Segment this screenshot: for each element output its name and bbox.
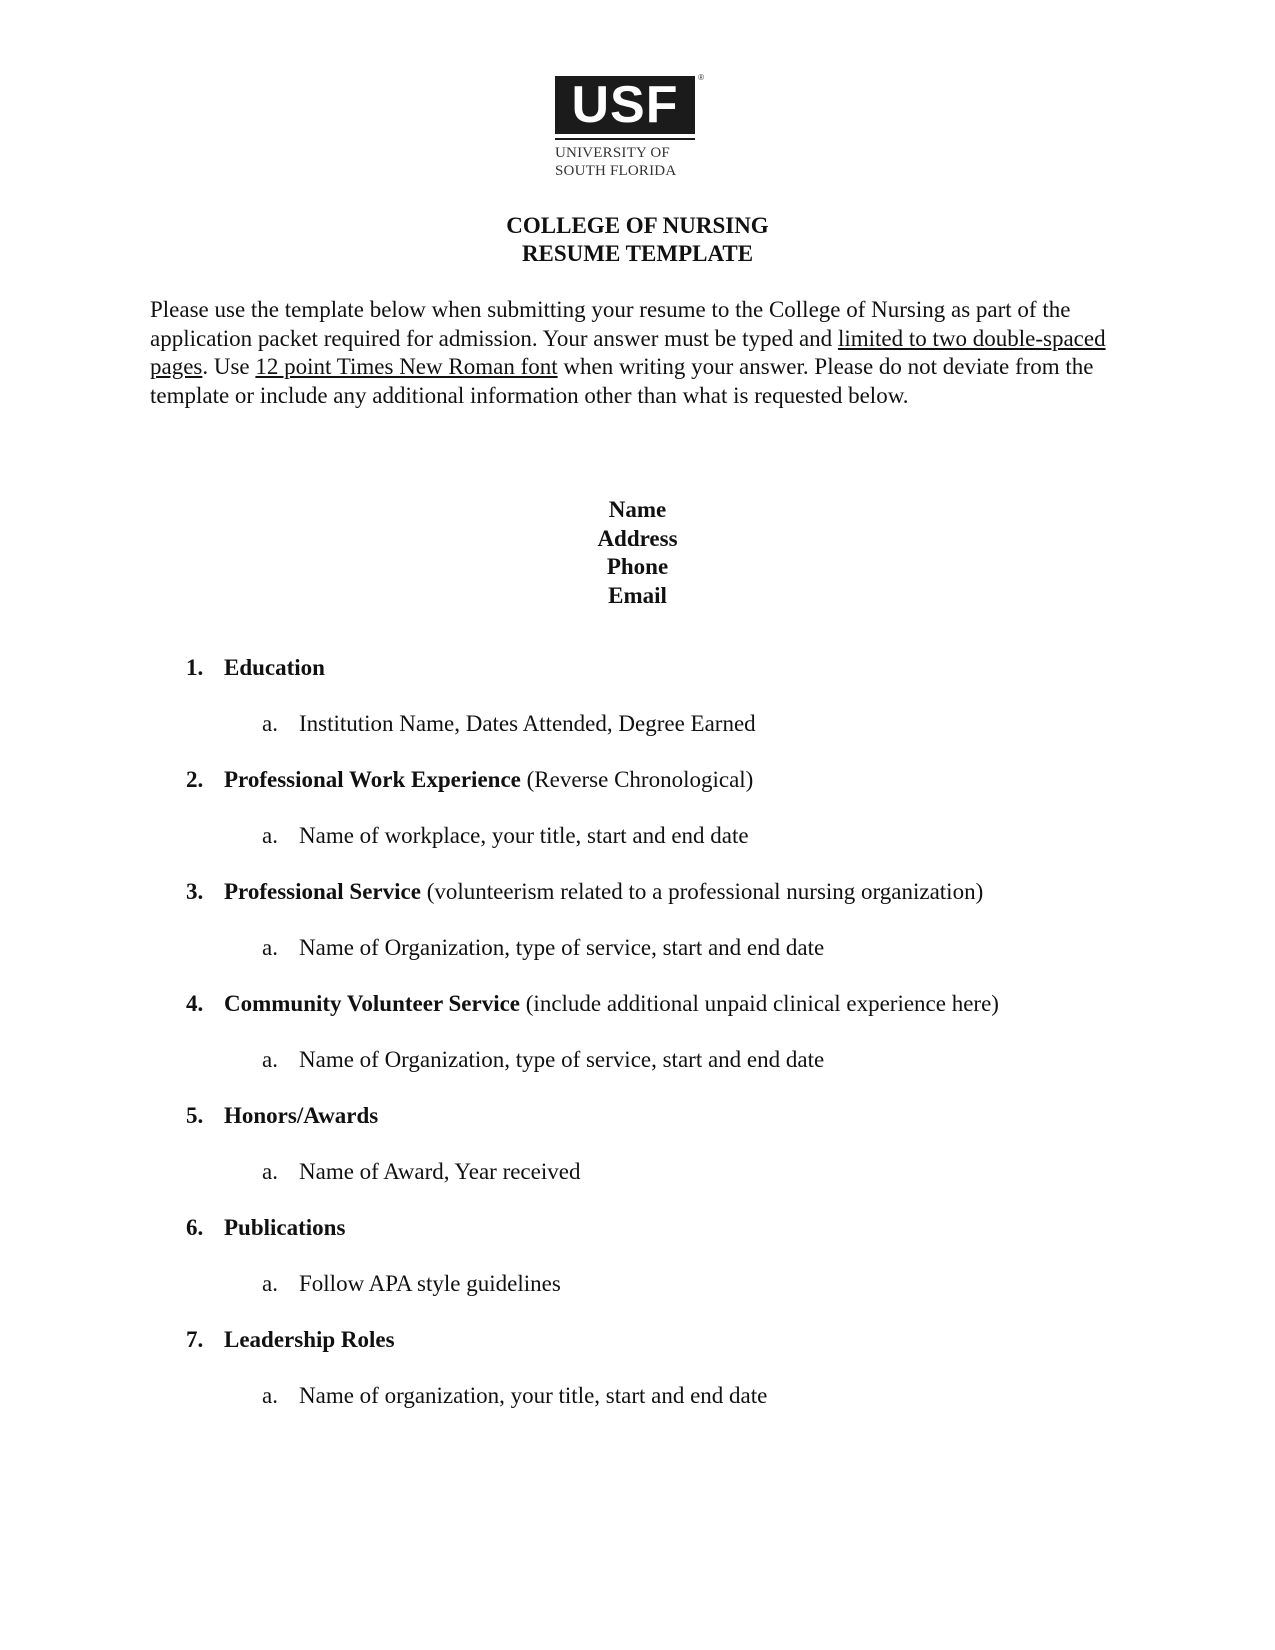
- item-letter: a.: [262, 1271, 278, 1296]
- usf-logo-text: USF: [571, 76, 679, 134]
- section-number: 7.: [186, 1327, 204, 1352]
- item-text: Name of workplace, your title, start and end date: [299, 823, 749, 848]
- section-number: 4.: [186, 991, 204, 1016]
- contact-email: Email: [608, 583, 667, 609]
- contact-address: Address: [597, 525, 678, 551]
- section-leadership-roles: [186, 1326, 395, 1354]
- contact-name: Name: [608, 497, 667, 522]
- section-education: [186, 654, 325, 682]
- logo-divider: [555, 138, 695, 140]
- section-number: 6.: [186, 1215, 204, 1240]
- instructions-paragraph: [150, 296, 1125, 410]
- section-title: Honors/Awards: [224, 1103, 379, 1128]
- item-text: Name of Organization, type of service, start and end date: [299, 935, 825, 960]
- item-letter: a.: [262, 1159, 278, 1184]
- page-limit-underlined: limited to two double-spaced pages: [150, 325, 1106, 379]
- usf-logo: [555, 73, 704, 180]
- logo-subtitle: [555, 144, 703, 180]
- section-title: Publications: [224, 1215, 346, 1240]
- item-letter: a.: [262, 1383, 278, 1408]
- section-title: Education: [224, 655, 325, 680]
- section-note: (include additional unpaid clinical experience here): [520, 991, 999, 1016]
- section-community-volunteer: [186, 990, 999, 1018]
- section-education-item: [262, 710, 756, 738]
- item-letter: a.: [262, 711, 278, 736]
- section-note: (volunteerism related to a professional nursing organization): [420, 879, 984, 904]
- section-number: 2.: [186, 767, 204, 792]
- contact-block: [0, 496, 1275, 611]
- section-publications: [186, 1214, 345, 1242]
- item-letter: a.: [262, 1047, 278, 1072]
- item-text: Name of Award, Year received: [299, 1159, 581, 1184]
- section-number: 3.: [186, 879, 204, 904]
- section-work-experience-item: [262, 822, 749, 850]
- instructions-text-1: Please use the template below when submitting your resume to the College of Nursing as part of the application packet required for admission. Your answer must be typed and: [150, 297, 1071, 351]
- section-title: Professional Service: [224, 879, 421, 904]
- section-number: 1.: [186, 655, 204, 680]
- logo-subtitle-line2: SOUTH FLORIDA: [555, 163, 677, 179]
- registered-mark: ®: [698, 73, 704, 82]
- logo-subtitle-line1: UNIVERSITY OF: [555, 145, 670, 161]
- section-note: (Reverse Chronological): [520, 767, 754, 792]
- section-title: Professional Work Experience: [224, 767, 521, 792]
- document-header: [0, 212, 1275, 268]
- contact-phone: Phone: [606, 554, 669, 580]
- section-professional-service-item: [262, 934, 824, 962]
- item-text: Follow APA style guidelines: [299, 1271, 561, 1296]
- usf-logo-mark: [555, 73, 704, 134]
- section-honors-awards: [186, 1102, 378, 1130]
- section-community-volunteer-item: [262, 1046, 824, 1074]
- section-professional-service: [186, 878, 983, 906]
- font-requirement-underlined: 12 point Times New Roman font: [255, 354, 558, 379]
- section-publications-item: [262, 1270, 561, 1298]
- section-honors-awards-item: [262, 1158, 580, 1186]
- section-title: Community Volunteer Service: [224, 991, 521, 1016]
- document-title: RESUME TEMPLATE: [521, 241, 754, 266]
- item-text: Name of Organization, type of service, start and end date: [299, 1047, 825, 1072]
- section-title: Leadership Roles: [224, 1327, 395, 1352]
- item-letter: a.: [262, 935, 278, 960]
- college-title: COLLEGE OF NURSING: [506, 213, 769, 238]
- item-text: Institution Name, Dates Attended, Degree Earned: [299, 711, 756, 736]
- instructions-text-2: . Use: [202, 354, 256, 379]
- section-leadership-roles-item: [262, 1382, 767, 1410]
- instructions-text-3: when writing your answer. Please do not deviate from the template or include any additional information other than what is requested below.: [150, 354, 1094, 408]
- item-text: Name of organization, your title, start and end date: [299, 1383, 768, 1408]
- item-letter: a.: [262, 823, 278, 848]
- section-work-experience: [186, 766, 753, 794]
- section-number: 5.: [186, 1103, 204, 1128]
